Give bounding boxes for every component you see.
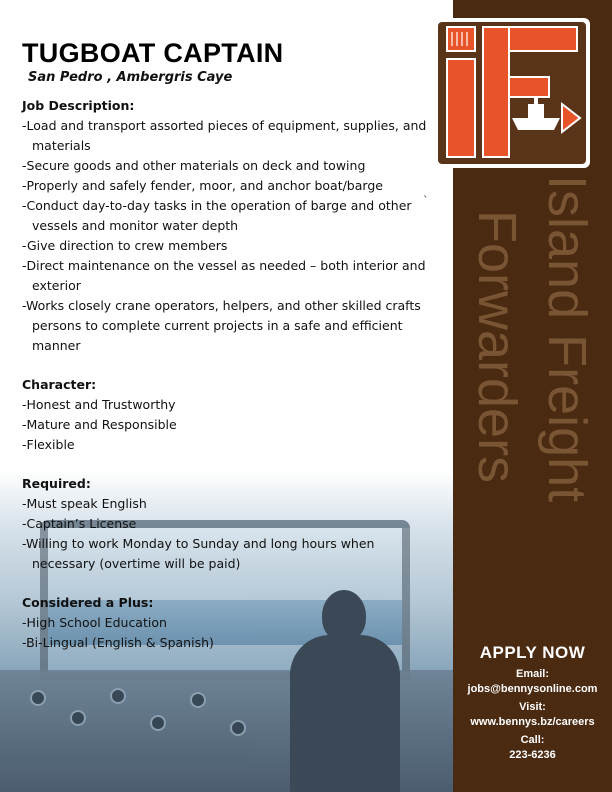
visit-label: Visit:	[519, 701, 546, 713]
list-item: -Must speak English	[22, 496, 147, 511]
section-job-description	[22, 96, 432, 356]
list-item: -Load and transport assorted pieces of equipment, supplies, and materials	[22, 118, 427, 153]
job-posting	[22, 38, 432, 653]
list-item: -Give direction to crew members	[22, 238, 228, 253]
stray-mark: `	[423, 194, 429, 207]
list-item: -Works closely crane operators, helpers, and other skilled crafts persons to complete current projects in a safe and efficient manner	[22, 298, 421, 353]
job-title: TUGBOAT CAPTAIN	[22, 38, 284, 68]
captain-silhouette	[290, 635, 400, 792]
section-required	[22, 474, 432, 574]
email-link[interactable]: jobs@bennysonline.com	[467, 683, 598, 695]
company-name-line1: Island Freight	[537, 175, 597, 503]
section-character	[22, 375, 432, 455]
console-dial	[110, 688, 126, 704]
section-heading: Required:	[22, 476, 91, 491]
list-item: -Direct maintenance on the vessel as needed – both interior and exterior	[22, 258, 426, 293]
section-heading: Job Description:	[22, 98, 135, 113]
console-dial	[230, 720, 246, 736]
list-item: -High School Education	[22, 615, 167, 630]
phone-number[interactable]: 223-6236	[509, 749, 556, 761]
console-dial	[30, 690, 46, 706]
apply-title: APPLY NOW	[479, 643, 586, 662]
list-item: -Conduct day-to-day tasks in the operation of barge and other vessels and monitor water depth	[22, 198, 412, 233]
console-dial	[190, 692, 206, 708]
section-considered-a-plus	[22, 593, 432, 653]
section-heading: Considered a Plus:	[22, 595, 154, 610]
list-item: -Flexible	[22, 437, 75, 452]
console-dial	[150, 715, 166, 731]
list-item: -Mature and Responsible	[22, 417, 177, 432]
section-heading: Character:	[22, 377, 97, 392]
list-item: -Bi-Lingual (English & Spanish)	[22, 635, 214, 650]
list-item: -Secure goods and other materials on deck and towing	[22, 158, 366, 173]
apply-block	[453, 643, 612, 766]
list-item: -Captain’s License	[22, 516, 137, 531]
list-item: -Properly and safely fender, moor, and anchor boat/barge	[22, 178, 383, 193]
website-link[interactable]: www.bennys.bz/careers	[470, 716, 595, 728]
console-dial	[70, 710, 86, 726]
email-label: Email:	[515, 668, 549, 680]
list-item: -Honest and Trustworthy	[22, 397, 176, 412]
company-logo	[434, 18, 590, 168]
company-name-line2: Forwarders	[467, 210, 527, 484]
job-location: San Pedro , Ambergris Caye	[28, 70, 233, 85]
list-item: -Willing to work Monday to Sunday and long hours when necessary (overtime will be paid)	[22, 536, 375, 571]
call-label: Call:	[520, 734, 545, 746]
